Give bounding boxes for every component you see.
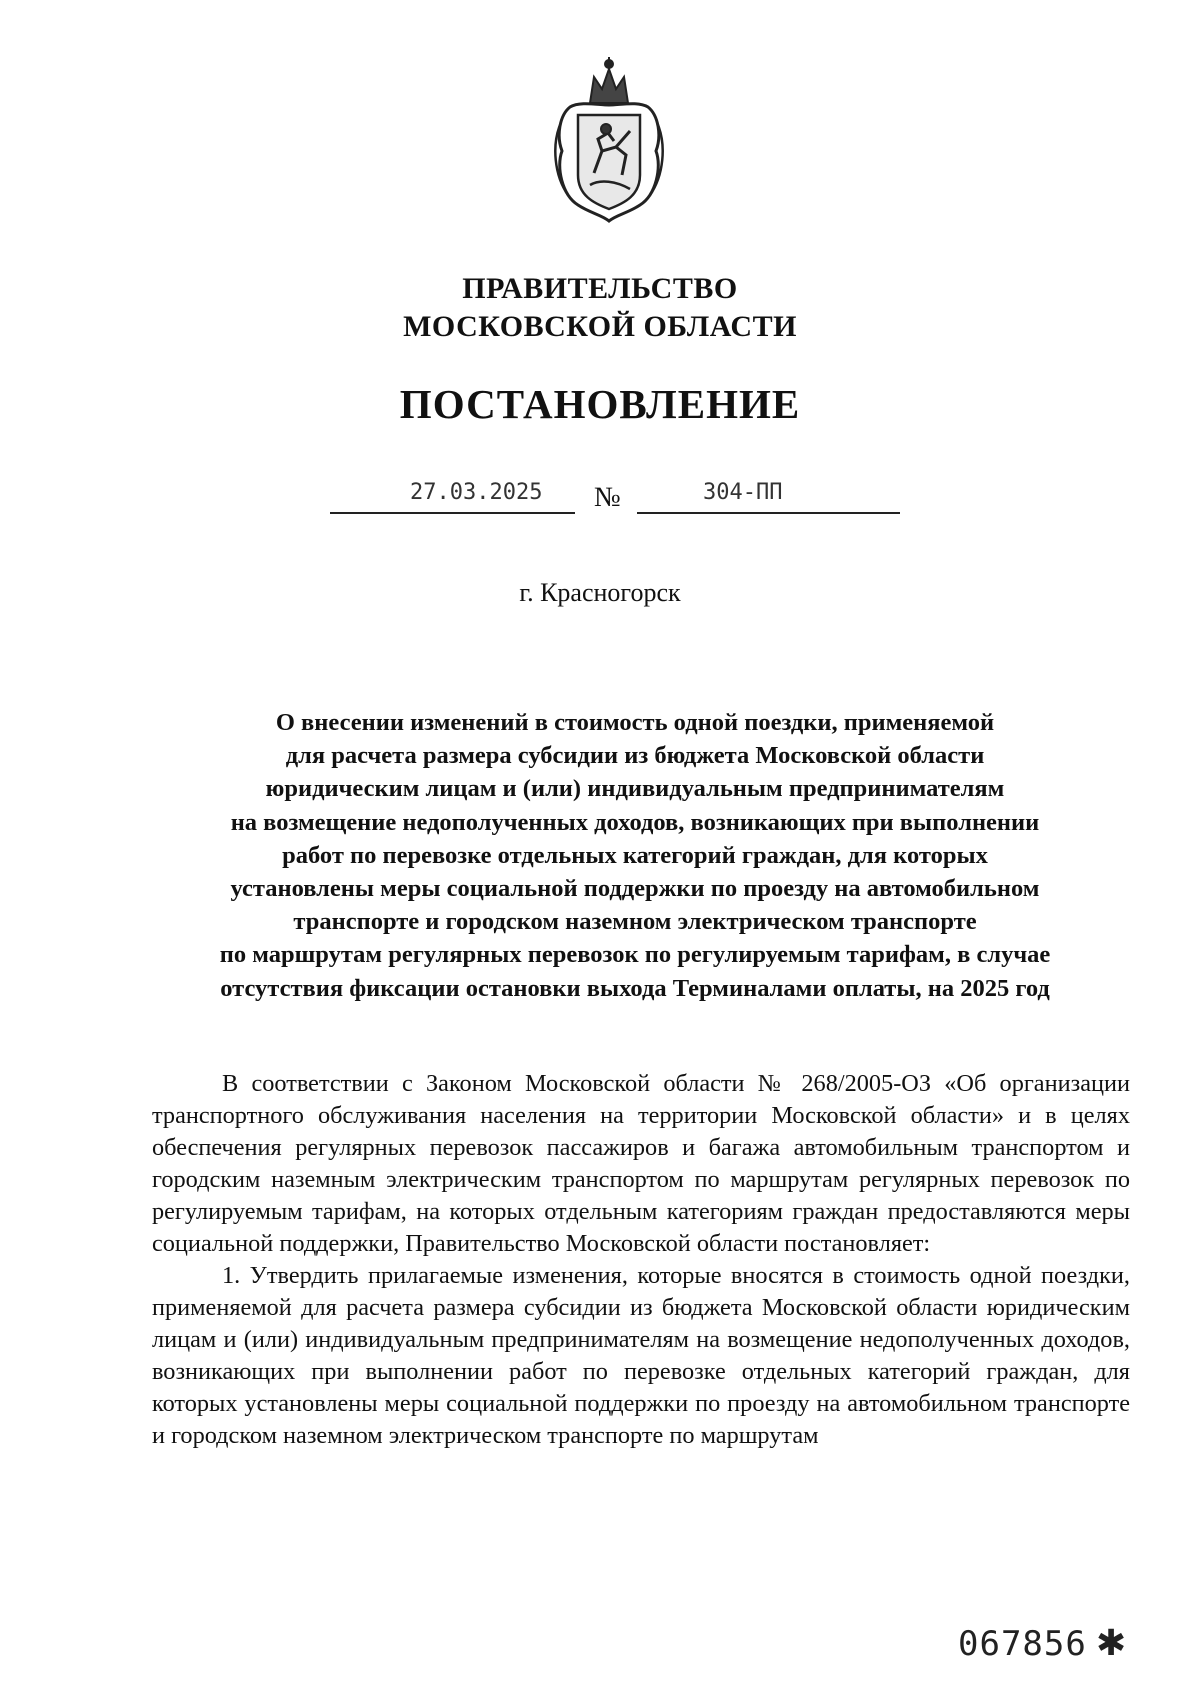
- serial-number: 067856: [958, 1624, 1087, 1664]
- government-name-line-1: ПРАВИТЕЛЬСТВО: [462, 272, 738, 305]
- city: г. Красногорск: [519, 578, 681, 607]
- title-line: О внесении изменений в стоимость одной поездки, применяемой: [275, 709, 995, 736]
- title-line: отсутствия фиксации остановки выхода Терминалами оплаты, на 2025 год: [220, 974, 1050, 1002]
- document-body: [152, 1068, 1130, 1452]
- document-title: [140, 706, 1130, 1005]
- number-sign: №: [594, 482, 621, 513]
- date-number-line: [330, 478, 900, 514]
- clause-1-paragraph: 1. Утвердить прилагаемые изменения, которые вносятся в стоимость одной поездки, применяемой для расчета размера субсидии из бюджета Московской области юридическим лицам и (или) индивидуальным предпринимателям на возмещение недополученных доходов, возникающих при выполнении работ по перевозке отдельных категорий граждан, для которых установлены меры социальной поддержки по проезду на автомобильном транспорте и городском наземном электрическом транспорте по маршрутам: [152, 1262, 1130, 1449]
- document-number: 304-ПП: [703, 480, 783, 505]
- title-line: для расчета размера субсидии из бюджета Московской области: [285, 742, 985, 770]
- preamble-paragraph: В соответствии с Законом Московской области № 268/2005-ОЗ «Об организации транспортного обслуживания населения на территории Московской области» и в целях обеспечения регулярных перевозок пассажиров и багажа автомобильным транспортом и городским наземным электрическим транспортом по маршрутам регулярных перевозок по регулируемым тарифам, на которых отдельным категориям граждан предоставляются меры социальной поддержки, Правительство Московской области постановляет:: [152, 1070, 1130, 1257]
- title-line: транспорте и городском наземном электрическом транспорте: [293, 908, 977, 936]
- government-name-line-2: МОСКОВСКОЙ ОБЛАСТИ: [403, 310, 797, 343]
- asterisk-mark: ✱: [1096, 1623, 1127, 1663]
- title-line: работ по перевозке отдельных категорий граждан, для которых: [282, 841, 988, 869]
- coat-of-arms-icon: [550, 55, 668, 223]
- title-line: на возмещение недополученных доходов, возникающих при выполнении: [230, 808, 1040, 836]
- document-type: ПОСТАНОВЛЕНИЕ: [399, 381, 801, 427]
- title-line: юридическим лицам и (или) индивидуальным предпринимателям: [265, 775, 1005, 803]
- document-date: 27.03.2025: [410, 480, 543, 505]
- title-line: по маршрутам регулярных перевозок по регулируемым тарифам, в случае: [219, 941, 1051, 969]
- title-line: установлены меры социальной поддержки по проезду на автомобильном: [230, 875, 1040, 903]
